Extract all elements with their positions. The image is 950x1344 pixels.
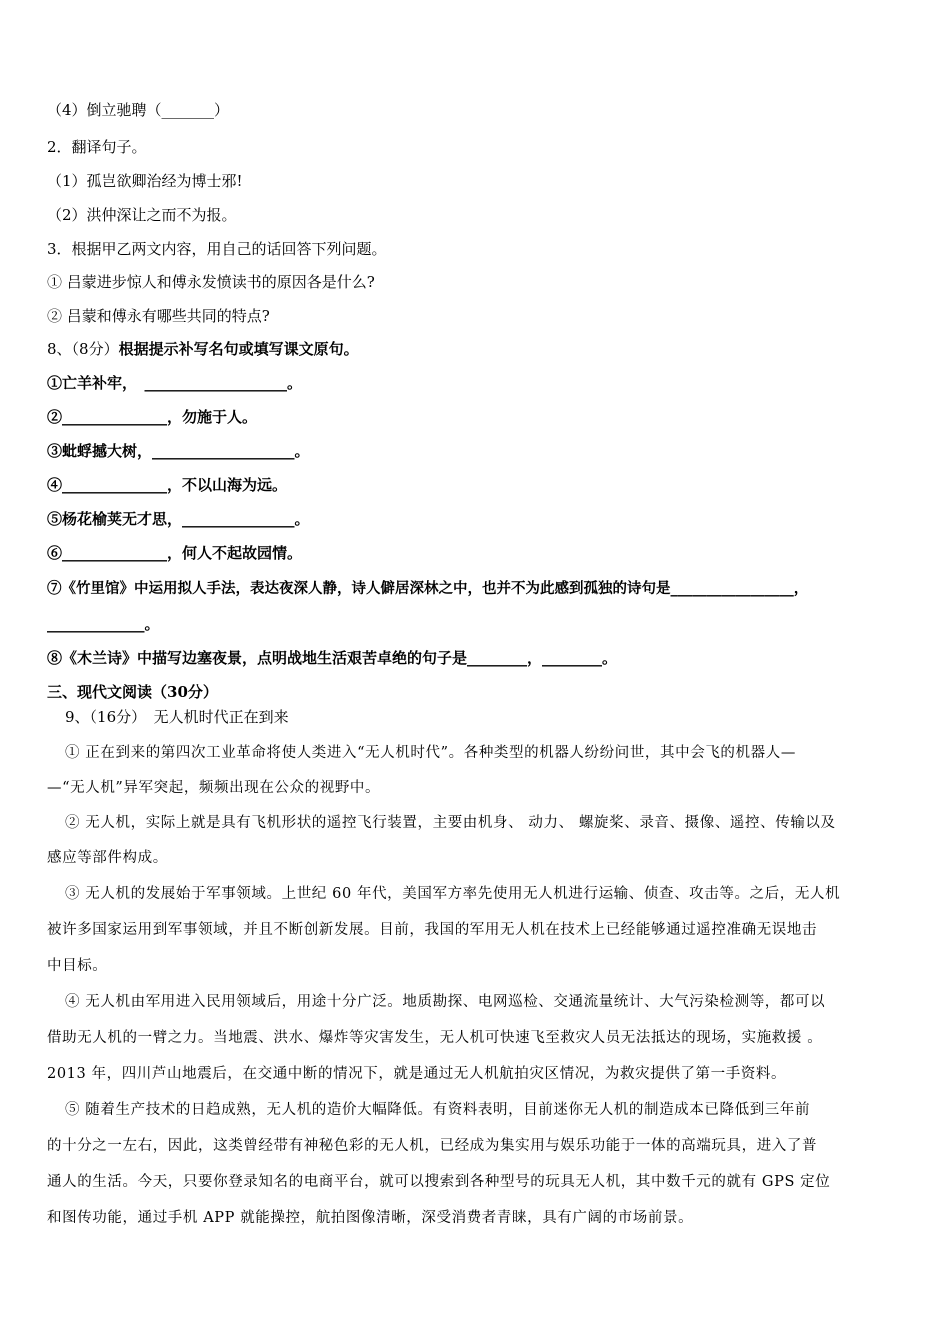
q8-title-line [47, 339, 359, 359]
para-5-line-4: 和图传功能，通过手机 APP 就能操控，航拍图像清晰，深受消费者青睐，具有广阔的市场前景。 [47, 1210, 694, 1226]
q8-title-prefix: 8、（8分） [47, 340, 119, 358]
q8-item-1: ①亡羊补牢， ___________________。 [47, 374, 303, 392]
q7-q3: 3．根据甲乙两文内容，用自己的话回答下列问题。 [47, 240, 387, 258]
para-5-line-3: 通人的生活。今天，只要你登录知名的电商平台，就可以搜索到各种型号的玩具无人机，其中数千元的就有 GPS 定位 [47, 1174, 831, 1190]
q7-q2: 2．翻译句子。 [47, 138, 147, 156]
q7-sub4: （4）倒立驰聘（_______） [47, 101, 230, 119]
q8-item-4: ④______________，不以山海为远。 [47, 476, 288, 494]
para-4-line-1: ④ 无人机由军用进入民用领域后，用途十分广泛。地质勘探、电网巡检、交通流量统计、大气污染检测等，都可以 [65, 994, 826, 1010]
q8-item-8: ⑧《木兰诗》中描写边塞夜景，点明战地生活艰苦卓绝的句子是________，________。 [47, 649, 618, 667]
q7-q3-1: ① 吕蒙进步惊人和傅永发愤读书的原因各是什么? [47, 273, 375, 291]
para-3-line-1: ③ 无人机的发展始于军事领域。上世纪 60 年代，美国军方率先使用无人机进行运输、侦查、攻击等。之后，无人机 [65, 886, 841, 902]
para-5-line-2: 的十分之一左右，因此，这类曾经带有神秘色彩的无人机，已经成为集实用与娱乐功能于一体的高端玩具，进入了普 [47, 1138, 818, 1154]
q8-item-3: ③蚍蜉撼大树，___________________。 [47, 442, 310, 460]
q8-item-7: ⑦《竹里馆》中运用拟人手法，表达夜深人静，诗人僻居深林之中，也并不为此感到孤独的诗句是_________________， [47, 580, 809, 597]
para-2-line-2: 感应等部件构成。 [47, 850, 168, 866]
q8-item-5: ⑤杨花榆荚无才思，_______________。 [47, 510, 310, 528]
q8-item-6: ⑥______________，何人不起故园情。 [47, 544, 303, 562]
q7-q3-2: ② 吕蒙和傅永有哪些共同的特点? [47, 307, 270, 325]
q7-q2-1: （1）孤岂欲卿治经为博士邪! [47, 172, 243, 190]
q8-title: 根据提示补写名句或填写课文原句。 [118, 340, 359, 358]
section3-heading: 三、现代文阅读（30分） [47, 683, 218, 701]
para-3-line-2: 被许多国家运用到军事领域，并且不断创新发展。目前，我国的军用无人机在技术上已经能够通过遥控准确无误地击 [47, 922, 818, 938]
q9-title: 9、（16分） 无人机时代正在到来 [65, 708, 289, 726]
para-2-line-1: ② 无人机，实际上就是具有飞机形状的遥控飞行装置，主要由机身、 动力、 螺旋桨、录音、摄像、遥控、传输以及 [65, 815, 836, 831]
q8-item-2: ②______________，勿施于人。 [47, 408, 258, 426]
q7-q2-2: （2）洪仲深让之而不为报。 [47, 206, 237, 224]
para-1-line-1: ① 正在到来的第四次工业革命将使人类进入“无人机时代”。各种类型的机器人纷纷问世，其中会飞的机器人— [65, 745, 796, 761]
para-5-line-1: ⑤ 随着生产技术的日趋成熟，无人机的造价大幅降低。有资料表明，目前迷你无人机的制造成本已降低到三年前 [65, 1102, 811, 1118]
para-4-line-3: 2013 年，四川芦山地震后，在交通中断的情况下，就是通过无人机航拍灾区情况，为救灾提供了第一手资料。 [47, 1066, 787, 1082]
para-1-line-2: —“无人机”异军突起，频频出现在公众的视野中。 [47, 780, 381, 796]
q8-item-7-cont: _____________。 [47, 615, 160, 633]
para-3-line-3: 中目标。 [47, 958, 108, 974]
para-4-line-2: 借助无人机的一臂之力。当地震、洪水、爆炸等灾害发生，无人机可快速飞至救灾人员无法抵达的现场，实施救援 。 [47, 1030, 823, 1046]
